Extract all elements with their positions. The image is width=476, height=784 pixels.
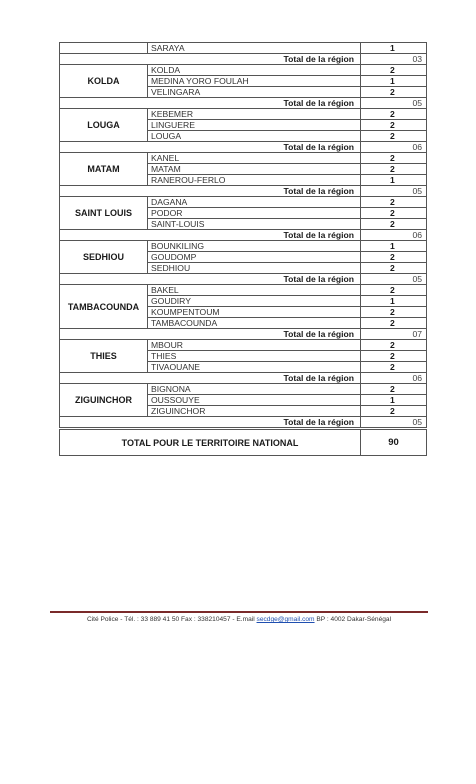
region-name: KOLDA — [60, 65, 148, 98]
region-department-table — [59, 42, 427, 456]
region-total-row — [60, 142, 427, 153]
department-name: MEDINA YORO FOULAH — [148, 76, 361, 87]
region-total-label: Total de la région — [60, 54, 361, 65]
footer-divider — [50, 611, 428, 613]
department-name: TIVAOUANE — [148, 362, 361, 373]
department-name: TAMBACOUNDA — [148, 318, 361, 329]
department-name: RANEROU-FERLO — [148, 175, 361, 186]
region-total-label: Total de la région — [60, 274, 361, 285]
department-count: 2 — [361, 406, 427, 417]
table-body — [60, 43, 427, 456]
department-count: 2 — [361, 131, 427, 142]
department-count: 1 — [361, 395, 427, 406]
department-name: SEDHIOU — [148, 263, 361, 274]
department-row — [60, 340, 427, 351]
national-total-value: 90 — [361, 429, 427, 456]
region-total-value: 06 — [361, 373, 427, 384]
department-row — [60, 109, 427, 120]
department-name: BIGNONA — [148, 384, 361, 395]
department-count: 2 — [361, 219, 427, 230]
region-total-value: 06 — [361, 142, 427, 153]
department-name: VELINGARA — [148, 87, 361, 98]
department-count: 2 — [361, 263, 427, 274]
region-total-value: 05 — [361, 274, 427, 285]
region-total-row — [60, 329, 427, 340]
department-row — [60, 285, 427, 296]
department-row — [60, 241, 427, 252]
region-name — [60, 43, 148, 54]
region-total-row — [60, 98, 427, 109]
footer-address: Cité Police - Tél. : 33 889 41 50 Fax : 338210457 - E.mail — [86, 616, 257, 623]
region-total-row — [60, 230, 427, 241]
department-count: 1 — [361, 43, 427, 54]
department-name: LOUGA — [148, 131, 361, 142]
department-count: 1 — [361, 175, 427, 186]
department-count: 2 — [361, 318, 427, 329]
department-name: OUSSOUYE — [148, 395, 361, 406]
department-count: 2 — [361, 208, 427, 219]
national-total-row — [60, 429, 427, 456]
department-count: 2 — [361, 197, 427, 208]
national-total-label: TOTAL POUR LE TERRITOIRE NATIONAL — [60, 429, 361, 456]
department-count: 2 — [361, 285, 427, 296]
region-name: SEDHIOU — [60, 241, 148, 274]
department-count: 2 — [361, 120, 427, 131]
department-row — [60, 153, 427, 164]
region-name: LOUGA — [60, 109, 148, 142]
department-name: MATAM — [148, 164, 361, 175]
footer-email-link[interactable]: secdge@gmail.com — [256, 616, 315, 623]
region-total-label: Total de la région — [60, 417, 361, 429]
department-row — [60, 197, 427, 208]
department-name: MBOUR — [148, 340, 361, 351]
department-count: 2 — [361, 153, 427, 164]
region-total-label: Total de la région — [60, 186, 361, 197]
region-name: ZIGUINCHOR — [60, 384, 148, 417]
region-name: SAINT LOUIS — [60, 197, 148, 230]
region-total-row — [60, 54, 427, 65]
department-row — [60, 65, 427, 76]
region-name: TAMBACOUNDA — [60, 285, 148, 329]
region-name: THIES — [60, 340, 148, 373]
footer — [50, 616, 428, 623]
department-count: 2 — [361, 340, 427, 351]
department-count: 2 — [361, 252, 427, 263]
department-name: SAINT-LOUIS — [148, 219, 361, 230]
region-total-value: 05 — [361, 417, 427, 429]
department-name: BAKEL — [148, 285, 361, 296]
department-count: 1 — [361, 241, 427, 252]
department-name: ZIGUINCHOR — [148, 406, 361, 417]
department-row — [60, 43, 427, 54]
department-count: 1 — [361, 76, 427, 87]
region-total-value: 07 — [361, 329, 427, 340]
region-total-label: Total de la région — [60, 230, 361, 241]
department-name: GOUDIRY — [148, 296, 361, 307]
department-name: GOUDOMP — [148, 252, 361, 263]
region-total-value: 05 — [361, 186, 427, 197]
department-name: THIES — [148, 351, 361, 362]
region-total-value: 05 — [361, 98, 427, 109]
department-name: BOUNKILING — [148, 241, 361, 252]
department-name: LINGUERE — [148, 120, 361, 131]
department-count: 2 — [361, 164, 427, 175]
department-name: KANEL — [148, 153, 361, 164]
region-name: MATAM — [60, 153, 148, 186]
region-total-label: Total de la région — [60, 98, 361, 109]
department-count: 2 — [361, 384, 427, 395]
region-total-row — [60, 417, 427, 429]
region-total-row — [60, 373, 427, 384]
department-count: 2 — [361, 351, 427, 362]
department-name: PODOR — [148, 208, 361, 219]
department-count: 2 — [361, 307, 427, 318]
department-count: 1 — [361, 296, 427, 307]
department-count: 2 — [361, 87, 427, 98]
region-total-label: Total de la région — [60, 142, 361, 153]
department-row — [60, 384, 427, 395]
footer-po-box: BP : 4002 Dakar-Sénégal — [314, 616, 392, 623]
region-total-row — [60, 274, 427, 285]
region-total-row — [60, 186, 427, 197]
department-count: 2 — [361, 109, 427, 120]
region-total-value: 06 — [361, 230, 427, 241]
department-count: 2 — [361, 362, 427, 373]
department-name: DAGANA — [148, 197, 361, 208]
department-count: 2 — [361, 65, 427, 76]
region-total-label: Total de la région — [60, 373, 361, 384]
department-name: KOUMPENTOUM — [148, 307, 361, 318]
department-name: SARAYA — [148, 43, 361, 54]
region-total-value: 03 — [361, 54, 427, 65]
department-name: KEBEMER — [148, 109, 361, 120]
region-total-label: Total de la région — [60, 329, 361, 340]
department-name: KOLDA — [148, 65, 361, 76]
